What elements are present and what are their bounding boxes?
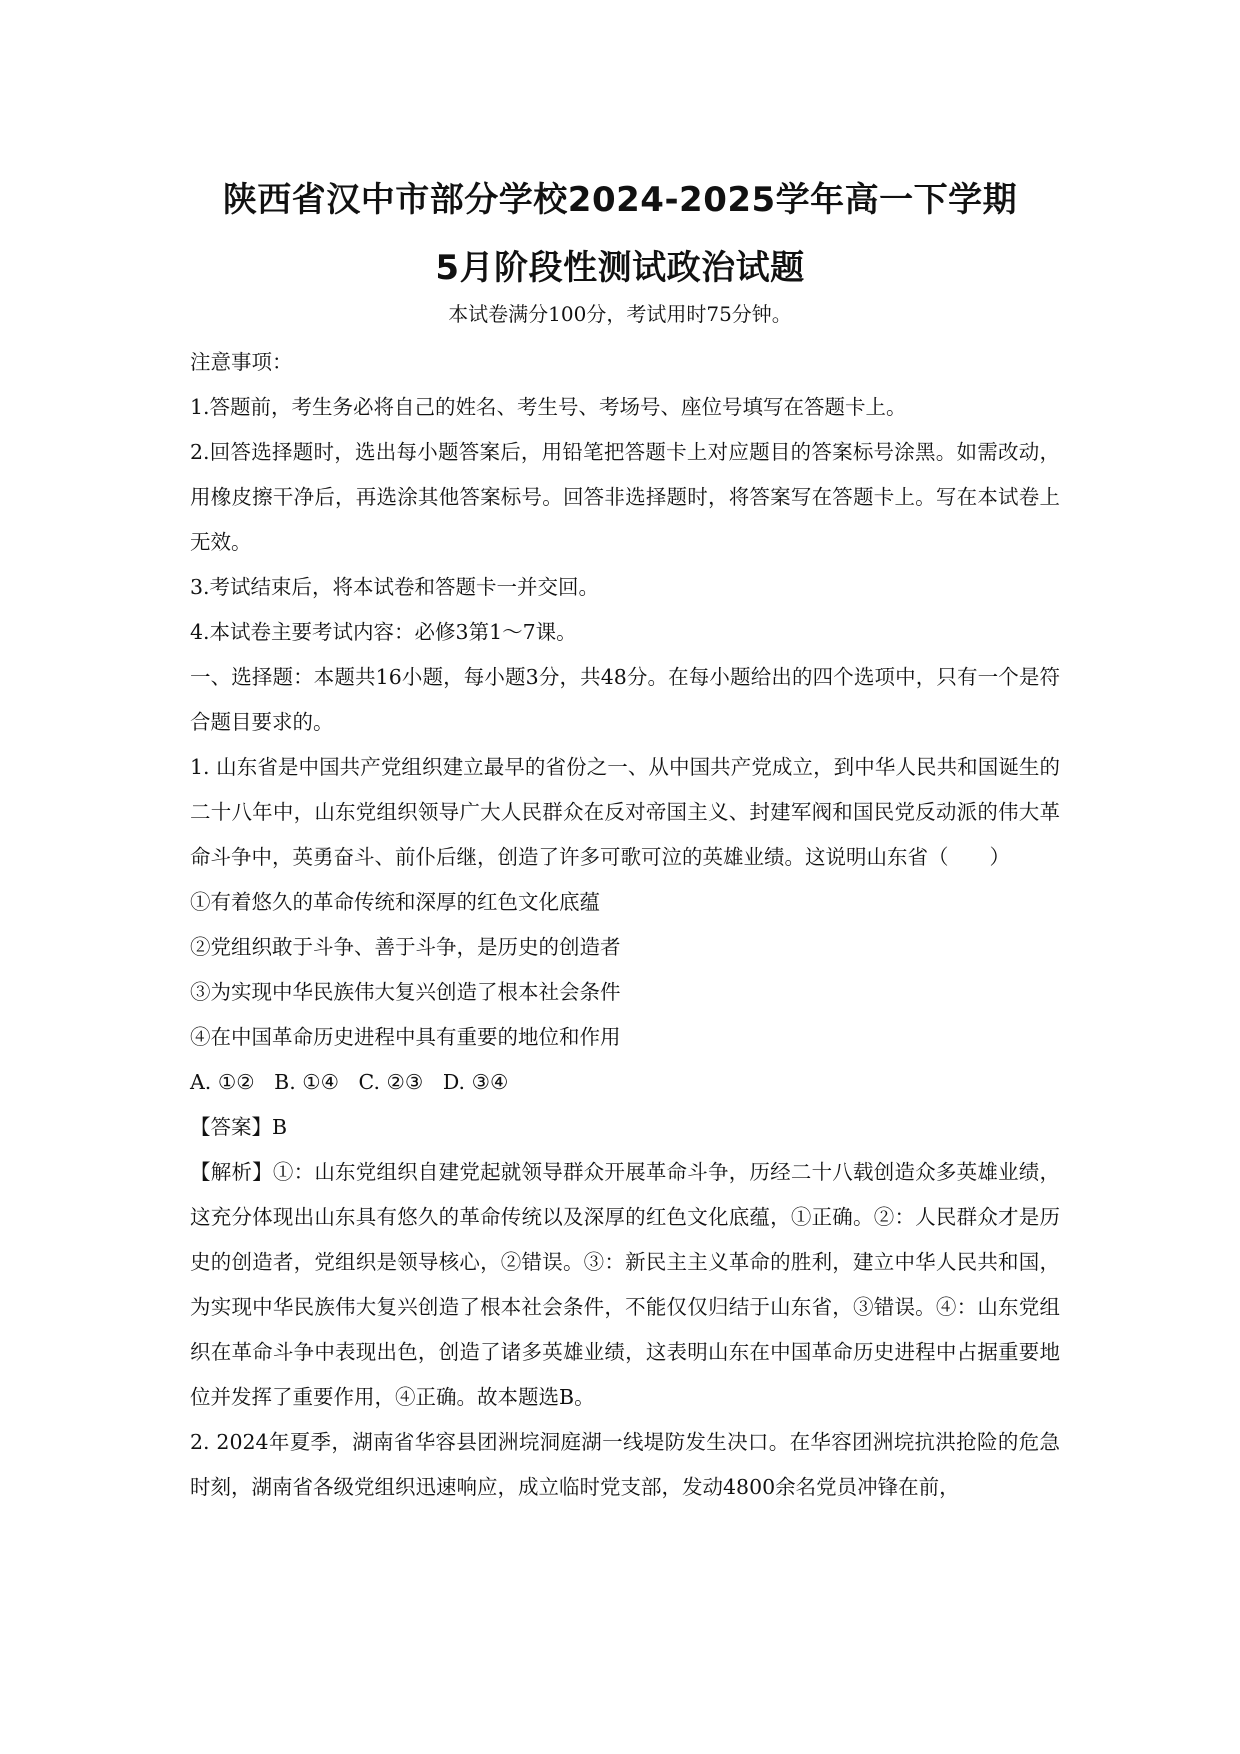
- notice-item-3: 3.考试结束后，将本试卷和答题卡一并交回。: [190, 575, 600, 599]
- notice-item-1: 1.答题前，考生务必将自己的姓名、考生号、考场号、座位号填写在答题卡上。: [190, 395, 907, 419]
- notice-item-4: 4.本试卷主要考试内容：必修3第1～7课。: [190, 620, 577, 644]
- question-2-stem: 2. 2024年夏季，湖南省华容县团洲垸洞庭湖一线堤防发生决口。在华容团洲垸抗洪抢险的危急时刻，湖南省各级党组织迅速响应，成立临时党支部，发动4800余名党员冲锋在前，: [190, 1430, 1060, 1499]
- exam-title-line2: 5月阶段性测试政治试题: [435, 248, 805, 288]
- exam-title-line1: 陕西省汉中市部分学校2024-2025学年高一下学期: [222, 180, 1018, 220]
- exam-body: [190, 340, 1060, 1510]
- section-heading: 一、选择题：本题共16小题，每小题3分，共48分。在每小题给出的四个选项中，只有一个是符合题目要求的。: [190, 665, 1060, 734]
- question-1-item-3: ③为实现中华民族伟大复兴创造了根本社会条件: [190, 980, 621, 1004]
- question-1-item-2: ②党组织敢于斗争、善于斗争，是历史的创造者: [190, 935, 621, 959]
- notice-item-2: 2.回答选择题时，选出每小题答案后，用铅笔把答题卡上对应题目的答案标号涂黑。如需改动，用橡皮擦干净后，再选涂其他答案标号。回答非选择题时，将答案写在答题卡上。写在本试卷上无效。: [190, 440, 1060, 554]
- question-1-item-1: ①有着悠久的革命传统和深厚的红色文化底蕴: [190, 890, 600, 914]
- notice-heading: 注意事项：: [190, 350, 293, 374]
- question-1-options: A. ①② B. ①④ C. ②③ D. ③④: [190, 1070, 509, 1094]
- exam-subtitle: 本试卷满分100分，考试用时75分钟。: [448, 302, 792, 326]
- question-1-stem: 1. 山东省是中国共产党组织建立最早的省份之一、从中国共产党成立，到中华人民共和国诞生的二十八年中，山东党组织领导广大人民群众在反对帝国主义、封建军阀和国民党反动派的伟大革命斗争中，英勇奋斗、前仆后继，创造了许多可歌可泣的英雄业绩。这说明山东省（ ）: [190, 755, 1060, 869]
- question-1-item-4: ④在中国革命历史进程中具有重要的地位和作用: [190, 1025, 621, 1049]
- question-1-answer: 【答案】B: [190, 1115, 288, 1139]
- question-1-analysis: 【解析】①：山东党组织自建党起就领导群众开展革命斗争，历经二十八载创造众多英雄业绩，这充分体现出山东具有悠久的革命传统以及深厚的红色文化底蕴，①正确。②：人民群众才是历史的创造者，党组织是领导核心，②错误。③：新民主主义革命的胜利，建立中华人民共和国，为实现中华民族伟大复兴创造了根本社会条件，不能仅仅归结于山东省，③错误。④：山东党组织在革命斗争中表现出色，创造了诸多英雄业绩，这表明山东在中国革命历史进程中占据重要地位并发挥了重要作用，④正确。故本题选B。: [190, 1160, 1060, 1409]
